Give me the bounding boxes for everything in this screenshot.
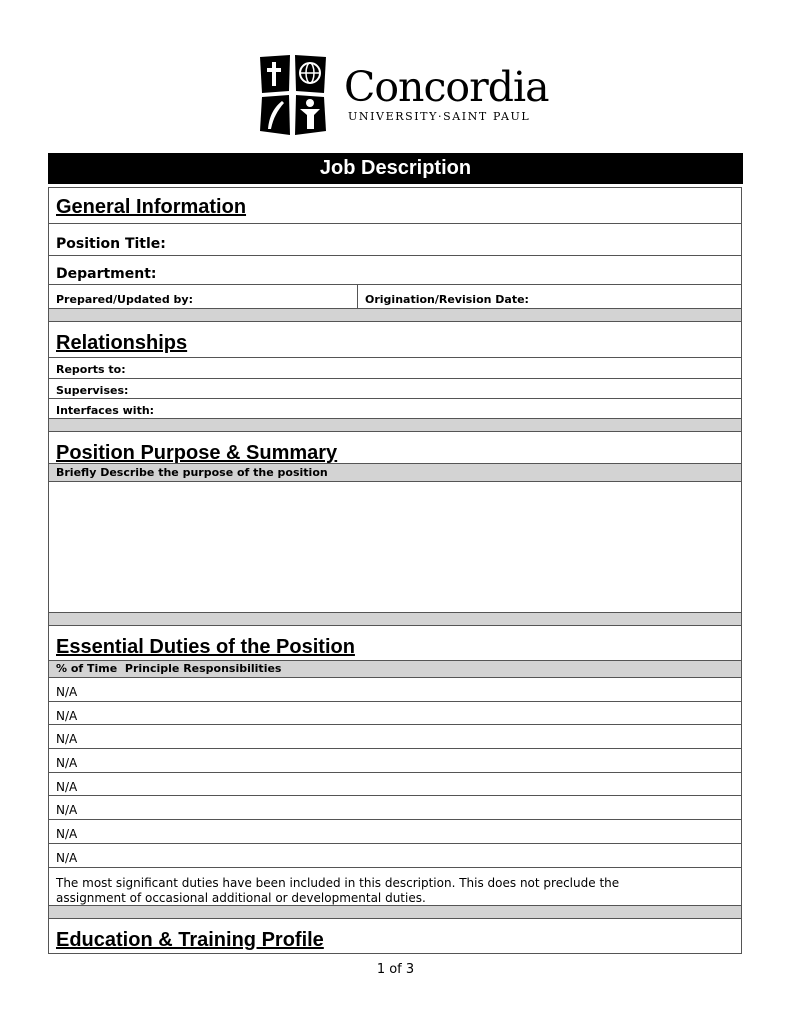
section-divider <box>49 419 741 432</box>
section-divider <box>49 309 741 322</box>
duties-section-header <box>49 626 741 661</box>
reports-to-label: Reports to: <box>56 363 126 376</box>
department-row[interactable] <box>49 256 741 285</box>
duty-text: N/A <box>56 850 78 865</box>
interfaces-with-row[interactable] <box>49 399 741 419</box>
duty-text: N/A <box>56 803 78 818</box>
education-section-header <box>49 919 741 953</box>
purpose-section-header <box>49 432 741 464</box>
purpose-text-area[interactable] <box>49 482 741 613</box>
prepared-by-label: Prepared/Updated by: <box>56 293 193 306</box>
duties-note-row <box>49 868 741 906</box>
page-number: 1 of 3 <box>376 962 415 977</box>
duty-text: N/A <box>56 708 78 723</box>
duty-row[interactable] <box>49 844 741 868</box>
duties-column-header: % of Time Principle Responsibilities <box>56 662 282 675</box>
logo-wordmark: Concordia <box>344 63 549 111</box>
page-title: Job Description <box>48 153 743 184</box>
duties-heading: Essential Duties of the Position <box>56 636 355 658</box>
position-title-label: Position Title: <box>56 236 166 252</box>
job-description-form <box>48 187 742 954</box>
supervises-label: Supervises: <box>56 384 129 397</box>
purpose-instruction: Briefly Describe the purpose of the position <box>56 466 328 479</box>
duty-text: N/A <box>56 685 78 699</box>
duty-text: N/A <box>56 779 78 794</box>
duties-note: The most significant duties have been included in this description. This does not preclude the assignment of occasional additional or developmental duties. <box>56 875 620 905</box>
supervises-row[interactable] <box>49 379 741 399</box>
interfaces-with-label: Interfaces with: <box>56 404 155 417</box>
duty-row[interactable] <box>49 773 741 797</box>
duty-text: N/A <box>56 756 78 771</box>
section-divider <box>49 613 741 626</box>
purpose-heading: Position Purpose & Summary <box>56 442 338 464</box>
concordia-shield-icon <box>258 55 328 137</box>
origination-date-cell[interactable] <box>358 285 741 308</box>
relationships-section-header <box>49 322 741 358</box>
prepared-by-cell[interactable] <box>49 285 358 308</box>
section-divider <box>49 906 741 919</box>
education-heading: Education & Training Profile <box>56 928 324 951</box>
duty-row[interactable] <box>49 749 741 773</box>
prepared-row <box>49 285 741 309</box>
concordia-logo <box>258 55 549 137</box>
position-title-row[interactable] <box>49 224 741 256</box>
general-heading: General Information <box>56 196 247 218</box>
relationships-heading: Relationships <box>56 332 188 354</box>
general-section-header <box>49 188 741 224</box>
duty-row[interactable] <box>49 796 741 820</box>
logo-subtitle: UNIVERSITY·SAINT PAUL <box>348 110 531 123</box>
duty-row[interactable] <box>49 820 741 844</box>
department-label: Department: <box>56 266 157 282</box>
origination-date-label: Origination/Revision Date: <box>365 293 529 306</box>
duty-text: N/A <box>56 732 78 747</box>
purpose-instruction-row <box>49 464 741 482</box>
duty-row[interactable] <box>49 678 741 702</box>
duties-column-header-row <box>49 661 741 678</box>
reports-to-row[interactable] <box>49 358 741 379</box>
duty-text: N/A <box>56 827 78 842</box>
duty-row[interactable] <box>49 725 741 749</box>
duty-row[interactable] <box>49 702 741 726</box>
